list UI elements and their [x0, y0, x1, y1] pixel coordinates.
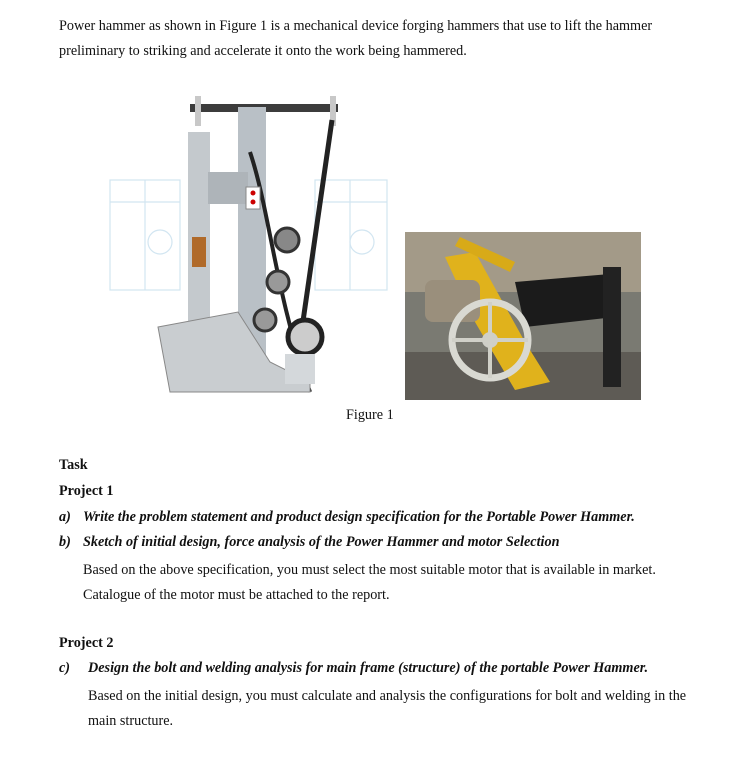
item-label: b) — [59, 534, 71, 550]
power-hammer-photo-image — [405, 232, 641, 400]
project-1-body: Based on the above specification, you must select the most suitable motor that is available in market. Catalogue of the motor must be attached to the report. — [83, 562, 656, 603]
figure-caption: Figure 1 — [346, 407, 394, 423]
power-hammer-cad-image — [100, 92, 400, 404]
item-text: Design the bolt and welding analysis for main frame (structure) of the portable Power Hammer. — [88, 660, 649, 676]
item-text: Write the problem statement and product design specification for the Portable Power Hammer. — [83, 509, 635, 525]
project-1-heading: Project 1 — [59, 483, 114, 499]
item-text: Sketch of initial design, force analysis of the Power Hammer and motor Selection — [83, 534, 560, 550]
intro-paragraph: Power hammer as shown in Figure 1 is a mechanical device forging hammers that use to lift the hammer preliminary to striking and accelerate it onto the work being hammered. — [59, 18, 653, 59]
item-label: a) — [59, 509, 71, 525]
project-1-item-b — [59, 534, 559, 551]
project-2-heading: Project 2 — [59, 635, 114, 651]
project-2-body: Based on the initial design, you must calculate and analysis the configurations for bolt and welding in the main structure. — [88, 688, 687, 729]
figure-1 — [100, 92, 645, 404]
project-1-item-a — [59, 509, 635, 526]
project-2-item-c — [59, 660, 648, 677]
item-label: c) — [59, 660, 71, 676]
task-heading: Task — [59, 457, 88, 473]
